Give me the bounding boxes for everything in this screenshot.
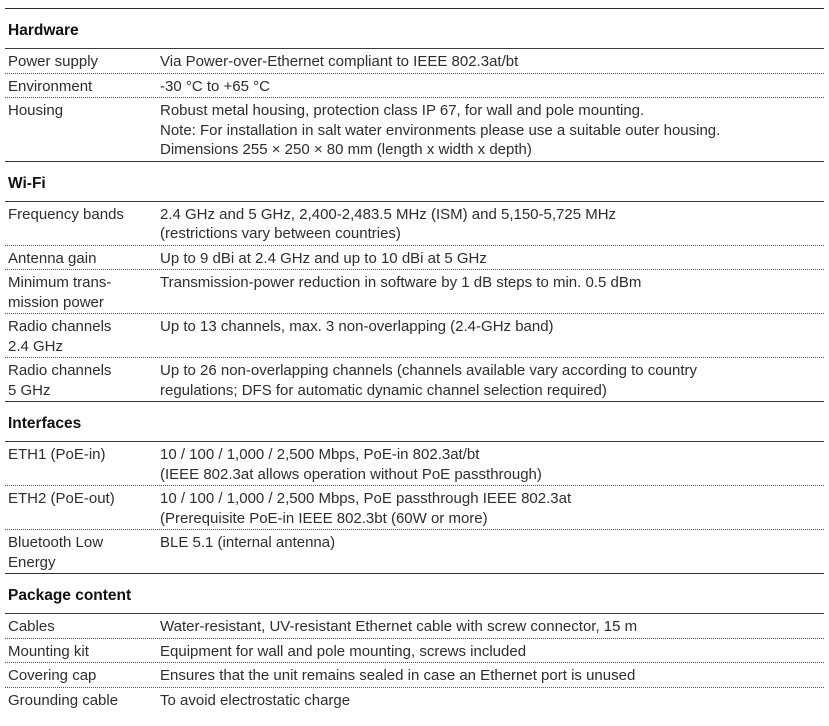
text-line: Covering cap	[8, 667, 97, 684]
table-row	[5, 530, 824, 574]
text-line: Dimensions 255 × 250 × 80 mm (length x width x depth)	[160, 141, 532, 158]
text-line: Transmission-power reduction in software by 1 dB steps to min. 0.5 dBm	[160, 274, 642, 291]
row-label	[5, 77, 160, 97]
table-row	[5, 663, 824, 688]
text-line: Energy	[8, 553, 56, 571]
row-value	[160, 691, 824, 711]
text-line: regulations; DFS for automatic dynamic channel selection required)	[160, 381, 607, 399]
text-line: 2.4 GHz	[8, 337, 64, 355]
text-line: Ensures that the unit remains sealed in case an Ethernet port is unused	[160, 667, 636, 684]
spec-table	[5, 8, 824, 711]
table-row	[5, 358, 824, 402]
section-interfaces	[5, 402, 824, 574]
row-value	[160, 617, 824, 637]
text-line: -30 °C to +65 °C	[160, 77, 270, 95]
table-row	[5, 314, 824, 358]
row-label	[5, 52, 160, 72]
text-line: 10 / 100 / 1,000 / 2,500 Mbps, PoE-in 802.3at/bt	[160, 446, 480, 463]
text-line: Up to 13 channels, max. 3 non-overlapping (2.4-GHz band)	[160, 318, 554, 335]
text-line: Robust metal housing, protection class IP 67, for wall and pole mounting.	[160, 102, 645, 119]
section-title: Hardware	[5, 9, 824, 49]
row-value	[160, 489, 824, 528]
table-row	[5, 688, 824, 712]
text-line: Mounting kit	[8, 642, 89, 660]
table-row	[5, 442, 824, 486]
row-label	[5, 317, 160, 356]
row-value	[160, 445, 824, 484]
row-value	[160, 533, 824, 572]
text-line: ETH2 (PoE-out)	[8, 490, 115, 507]
text-line: Environment	[8, 77, 93, 95]
text-line: Power supply	[8, 53, 99, 70]
row-label	[5, 205, 160, 244]
row-value	[160, 666, 824, 686]
row-value	[160, 205, 824, 244]
text-line: Radio channels	[8, 318, 112, 335]
row-value	[160, 101, 824, 160]
text-line: Equipment for wall and pole mounting, screws included	[160, 642, 527, 660]
table-row	[5, 202, 824, 246]
text-line: (IEEE 802.3at allows operation without PoE passthrough)	[160, 465, 542, 483]
text-line: 10 / 100 / 1,000 / 2,500 Mbps, PoE passthrough IEEE 802.3at	[160, 490, 572, 507]
text-line: Via Power-over-Ethernet compliant to IEEE 802.3at/bt	[160, 53, 519, 70]
text-line: (Prerequisite PoE-in IEEE 802.3bt (60W or more)	[160, 509, 488, 527]
table-row	[5, 246, 824, 271]
row-value	[160, 642, 824, 662]
text-line: Cables	[8, 618, 55, 635]
row-label	[5, 666, 160, 686]
table-row	[5, 614, 824, 639]
row-label	[5, 445, 160, 484]
table-row	[5, 74, 824, 99]
text-line: Up to 9 dBi at 2.4 GHz and up to 10 dBi at 5 GHz	[160, 249, 487, 267]
text-line: Grounding cable	[8, 691, 119, 709]
row-value	[160, 273, 824, 312]
text-line: Radio channels	[8, 362, 112, 379]
section-title: Wi-Fi	[5, 162, 824, 202]
section-package-content	[5, 574, 824, 711]
row-label	[5, 273, 160, 312]
row-value	[160, 77, 824, 97]
text-line: Antenna gain	[8, 249, 97, 267]
row-label	[5, 361, 160, 400]
text-line: Up to 26 non-overlapping channels (channels available vary according to country	[160, 362, 697, 379]
row-value	[160, 249, 824, 269]
text-line: Frequency bands	[8, 205, 124, 223]
table-row	[5, 270, 824, 314]
section-title: Package content	[5, 574, 824, 614]
section-title: Interfaces	[5, 402, 824, 442]
table-row	[5, 98, 824, 162]
row-label	[5, 249, 160, 269]
text-line: 2.4 GHz and 5 GHz, 2,400-2,483.5 MHz (ISM) and 5,150-5,725 MHz	[160, 205, 617, 223]
row-label	[5, 617, 160, 637]
row-label	[5, 533, 160, 572]
row-label	[5, 489, 160, 528]
text-line: 5 GHz	[8, 381, 51, 399]
row-label	[5, 642, 160, 662]
text-line: To avoid electrostatic charge	[160, 691, 351, 709]
row-label	[5, 691, 160, 711]
table-row	[5, 49, 824, 74]
table-row	[5, 486, 824, 530]
row-label	[5, 101, 160, 160]
row-value	[160, 52, 824, 72]
row-value	[160, 361, 824, 400]
text-line: BLE 5.1 (internal antenna)	[160, 534, 336, 551]
text-line: ETH1 (PoE-in)	[8, 446, 106, 463]
text-line: Note: For installation in salt water environments please use a suitable outer housing.	[160, 121, 721, 139]
text-line: (restrictions vary between countries)	[160, 225, 401, 242]
text-line: Water-resistant, UV-resistant Ethernet cable with screw connector, 15 m	[160, 618, 638, 635]
table-row	[5, 639, 824, 664]
text-line: Housing	[8, 102, 64, 119]
section-hardware	[5, 9, 824, 162]
text-line: Bluetooth Low	[8, 534, 104, 551]
text-line: mission power	[8, 293, 104, 311]
text-line: Minimum trans-	[8, 274, 112, 291]
section-wifi	[5, 162, 824, 403]
row-value	[160, 317, 824, 356]
